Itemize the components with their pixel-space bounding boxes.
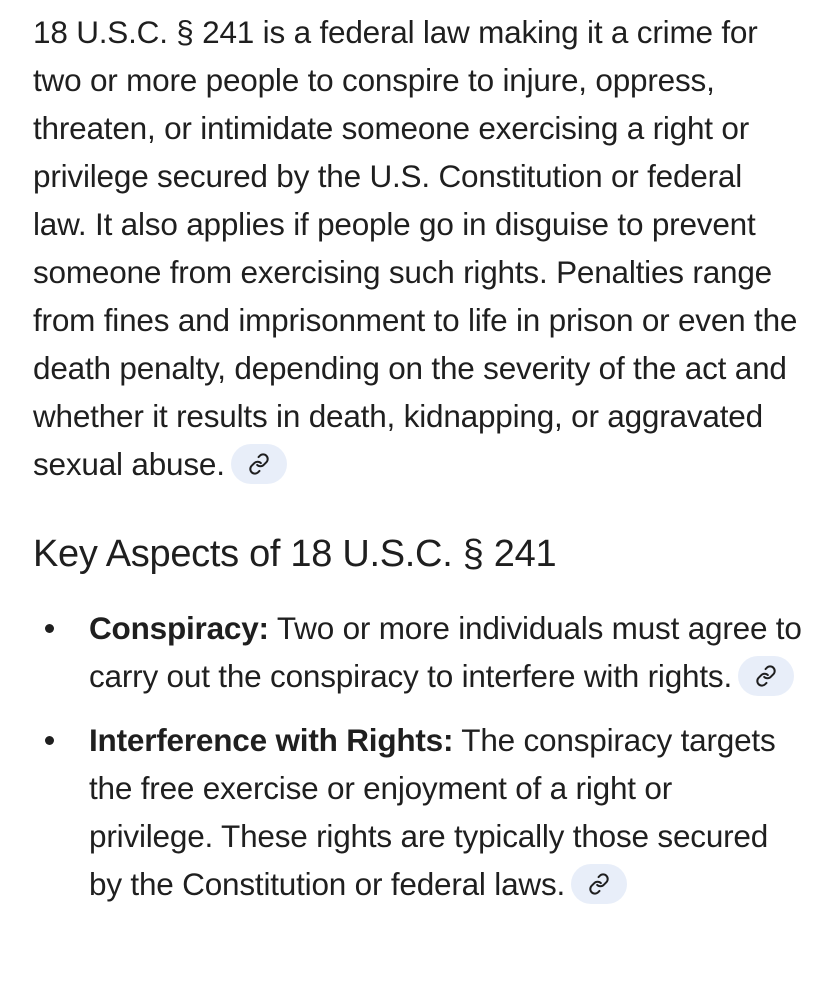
response-content [33,8,803,924]
link-icon [588,873,610,895]
section-heading: Key Aspects of 18 U.S.C. § 241 [33,533,557,575]
bullet-marker [45,624,54,633]
bullet-marker [45,736,54,745]
bullet-term: Conspiracy: [89,610,269,646]
source-link-chip[interactable] [738,656,794,696]
source-link-chip[interactable] [571,864,627,904]
source-link-chip[interactable] [231,444,287,484]
intro-paragraph [33,8,803,488]
link-icon [248,453,270,475]
bullet-text: Two or more individuals must agree to carry out the conspiracy to interfere with rights. [89,610,802,694]
intro-text: 18 U.S.C. § 241 is a federal law making it a crime for two or more people to conspire to injure, oppress, threaten, or intimidate someone exercising a right or privilege secured by the U.S. Constitution or federal law. It also applies if people go in disguise to prevent someone from exercising such rights. Penalties range from fines and imprisonment to life in prison or even the death penalty, depending on the severity of the act and whether it results in death, kidnapping, or aggravated sexual abuse. [33,14,798,482]
bullet-term: Interference with Rights: [89,722,454,758]
key-aspects-list [33,604,803,908]
list-item [33,604,803,700]
list-item [33,716,803,908]
bullet-text: The conspiracy targets the free exercise or enjoyment of a right or privilege. These rights are typically those secured by the Constitution or federal laws. [89,722,776,902]
link-icon [755,665,777,687]
